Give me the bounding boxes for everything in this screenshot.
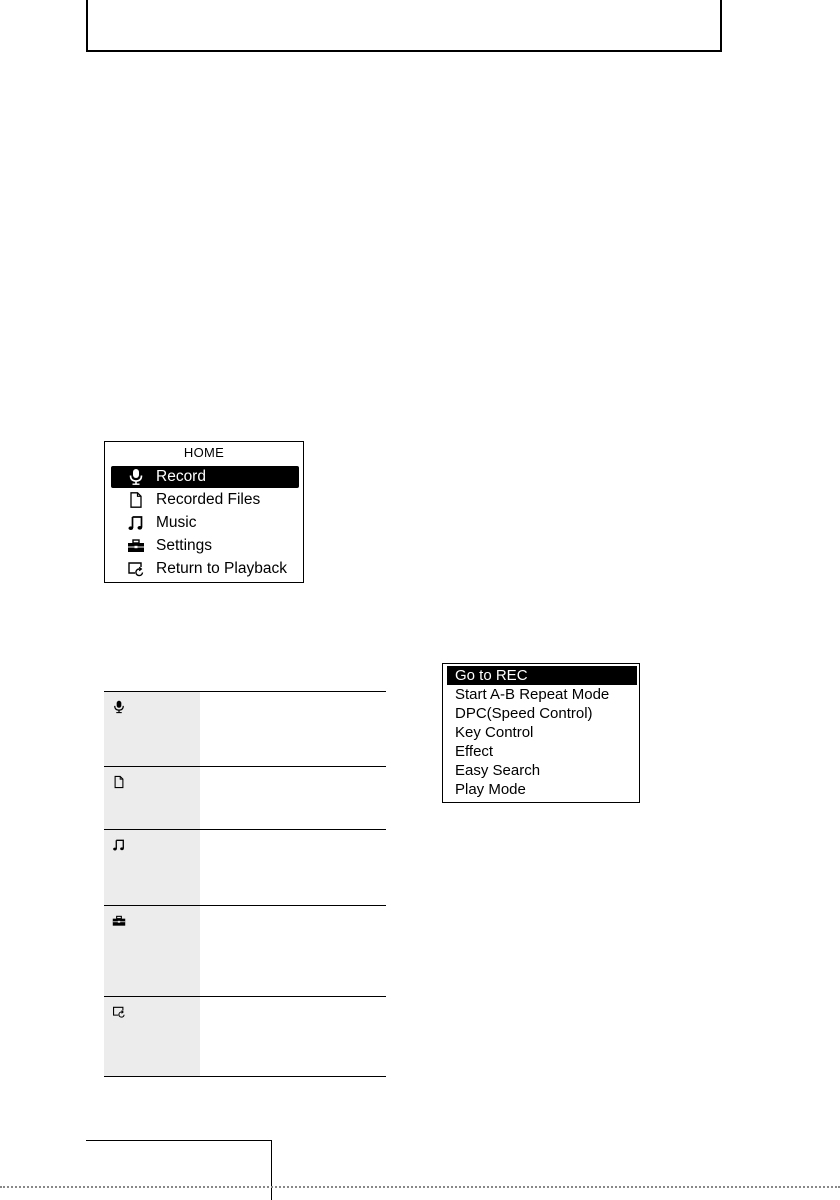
option-item-key-control[interactable]: Key Control <box>455 724 534 741</box>
table-description-cell <box>200 692 386 766</box>
home-item-settings[interactable] <box>111 535 299 557</box>
page-footer-box <box>86 1140 272 1200</box>
table-row <box>104 830 386 906</box>
file-icon <box>127 492 145 508</box>
return-to-playback-icon <box>127 561 145 577</box>
toolbox-icon <box>127 538 145 554</box>
table-description-cell <box>200 830 386 905</box>
table-description-cell <box>200 997 386 1076</box>
option-item-easy-search[interactable]: Easy Search <box>455 762 541 779</box>
home-item-label: Recorded Files <box>156 491 261 508</box>
home-item-label: Record <box>156 468 206 485</box>
microphone-icon <box>127 469 145 485</box>
home-item-label: Return to Playback <box>156 560 287 577</box>
page-header-box <box>86 0 722 52</box>
table-row <box>104 997 386 1076</box>
music-note-icon <box>127 515 145 531</box>
option-item-go-to-rec[interactable]: Go to REC <box>447 666 637 685</box>
return-to-playback-icon <box>112 1005 126 1019</box>
table-description-cell <box>200 906 386 996</box>
option-item-effect[interactable]: Effect <box>455 743 494 760</box>
option-item-ab-repeat[interactable]: Start A-B Repeat Mode <box>455 686 610 703</box>
option-menu-screen <box>442 663 640 803</box>
home-item-label: Music <box>156 514 197 531</box>
home-item-recorded-files[interactable] <box>111 489 299 511</box>
icon-description-table <box>104 691 386 1077</box>
table-row <box>104 767 386 830</box>
home-item-label: Settings <box>156 537 213 554</box>
toolbox-icon <box>112 914 126 928</box>
table-icon-cell <box>104 997 200 1076</box>
file-icon <box>112 775 126 789</box>
home-item-return-to-playback[interactable] <box>111 558 299 580</box>
table-icon-cell <box>104 830 200 905</box>
home-menu-screen <box>104 441 304 583</box>
table-row <box>104 692 386 767</box>
table-icon-cell <box>104 767 200 829</box>
microphone-icon <box>112 700 126 714</box>
option-item-dpc[interactable]: DPC(Speed Control) <box>455 705 593 722</box>
table-row <box>104 906 386 997</box>
home-item-music[interactable] <box>111 512 299 534</box>
home-item-record[interactable] <box>111 466 299 488</box>
option-item-play-mode[interactable]: Play Mode <box>455 781 526 798</box>
table-icon-cell <box>104 692 200 766</box>
page-cut-edge <box>0 1186 840 1188</box>
music-note-icon <box>112 838 126 852</box>
table-icon-cell <box>104 906 200 996</box>
home-menu-title: HOME <box>183 445 225 460</box>
table-description-cell <box>200 767 386 829</box>
